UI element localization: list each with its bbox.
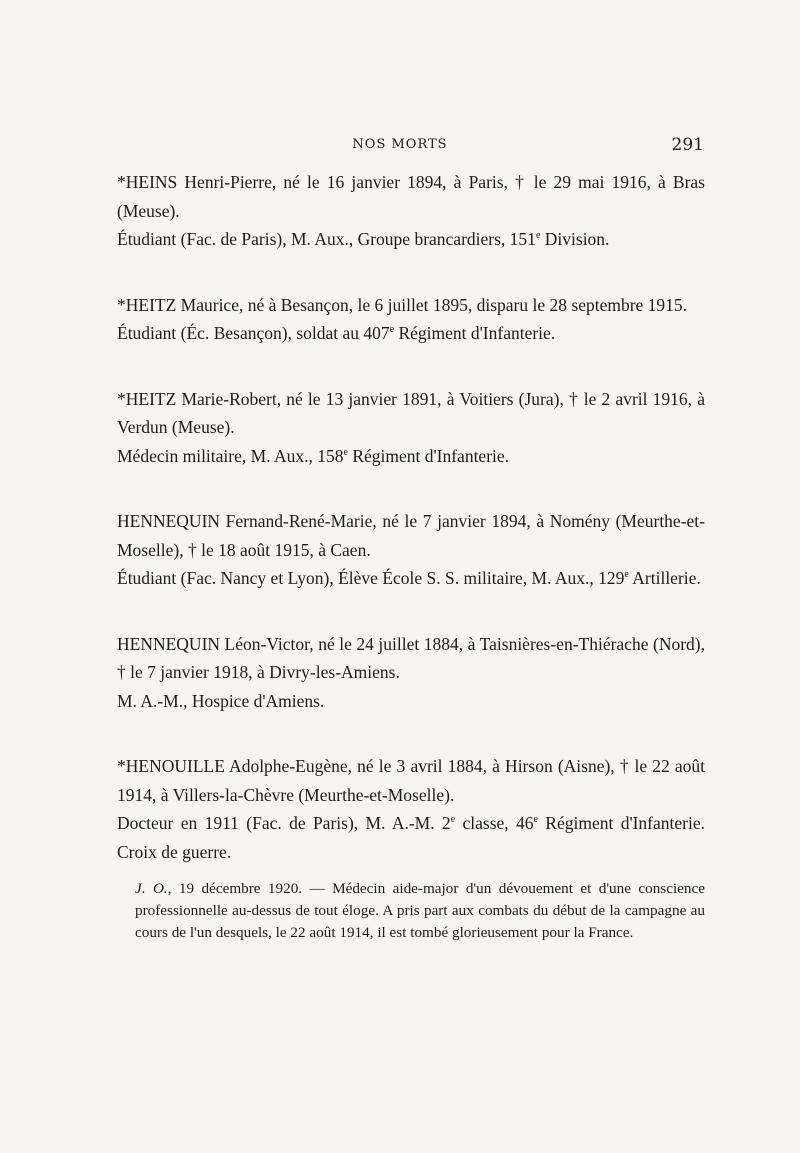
entry-heading: *HENOUILLE Adolphe-Eugène, né le 3 avril 1884, à Hirson (Aisne), † le 22 août 1914, à Villers-la-Chèvre (Meurthe-et-Moselle). bbox=[117, 756, 705, 805]
entry-hennequin-fernand bbox=[117, 507, 705, 593]
entry-heading: *HEINS Henri-Pierre, né le 16 janvier 1894, à Paris, † le 29 mai 1916, à Bras (Meuse). bbox=[117, 172, 705, 221]
entry-heitz-marie-robert bbox=[117, 385, 705, 471]
running-title: NOS MORTS bbox=[352, 137, 448, 152]
entry-heading: *HEITZ Marie-Robert, né le 13 janvier 1891, à Voitiers (Jura), † le 2 avril 1916, à Verdun (Meuse). bbox=[117, 388, 705, 437]
page-header bbox=[0, 137, 800, 157]
page-number: 291 bbox=[671, 135, 704, 155]
entry-heading: HENNEQUIN Léon-Victor, né le 24 juillet 1884, à Taisnières-en-Thiérache (Nord), † le 7 janvier 1918, à Divry-les-Amiens. bbox=[117, 633, 705, 682]
entry-hennequin-leon bbox=[117, 630, 705, 716]
citation-source: J. O. bbox=[135, 880, 168, 897]
entry-heading: HENNEQUIN Fernand-René-Marie, né le 7 janvier 1894, à Nomény (Meurthe-et-Moselle), † le 18 août 1915, à Caen. bbox=[117, 511, 705, 560]
entry-henouille bbox=[117, 752, 705, 866]
entry-details: M. A.-M., Hospice d'Amiens. bbox=[117, 690, 325, 711]
entry-heins bbox=[117, 168, 705, 254]
entry-details: Étudiant (Fac. Nancy et Lyon), Élève École S. S. militaire, M. Aux., 129e Artillerie. bbox=[117, 568, 701, 588]
entry-details: Médecin militaire, M. Aux., 158e Régiment d'Infanterie. bbox=[117, 445, 510, 466]
entry-heading: *HEITZ Maurice, né à Besançon, le 6 juillet 1895, disparu le 28 septembre 1915. bbox=[117, 294, 688, 315]
page-body bbox=[117, 168, 705, 944]
entry-heitz-maurice bbox=[117, 291, 705, 348]
entry-details: Étudiant (Éc. Besançon), soldat au 407e Régiment d'Infanterie. bbox=[117, 323, 556, 343]
citation-block bbox=[135, 878, 705, 944]
entry-details: Étudiant (Fac. de Paris), M. Aux., Groupe brancardiers, 151e Division. bbox=[117, 229, 610, 249]
entry-details: Docteur en 1911 (Fac. de Paris), M. A.-M. 2e classe, 46e Régiment d'Infanterie. Croix de guerre. bbox=[117, 813, 705, 862]
citation-text: , 19 décembre 1920. — Médecin aide-major d'un dévouement et d'une conscience professionnelle au-dessus de tout éloge. A pris part aux combats du début de la campagne au cours de l'un desquels, le 22 août 1914, il est tombé glorieusement pour la France. bbox=[135, 880, 705, 941]
